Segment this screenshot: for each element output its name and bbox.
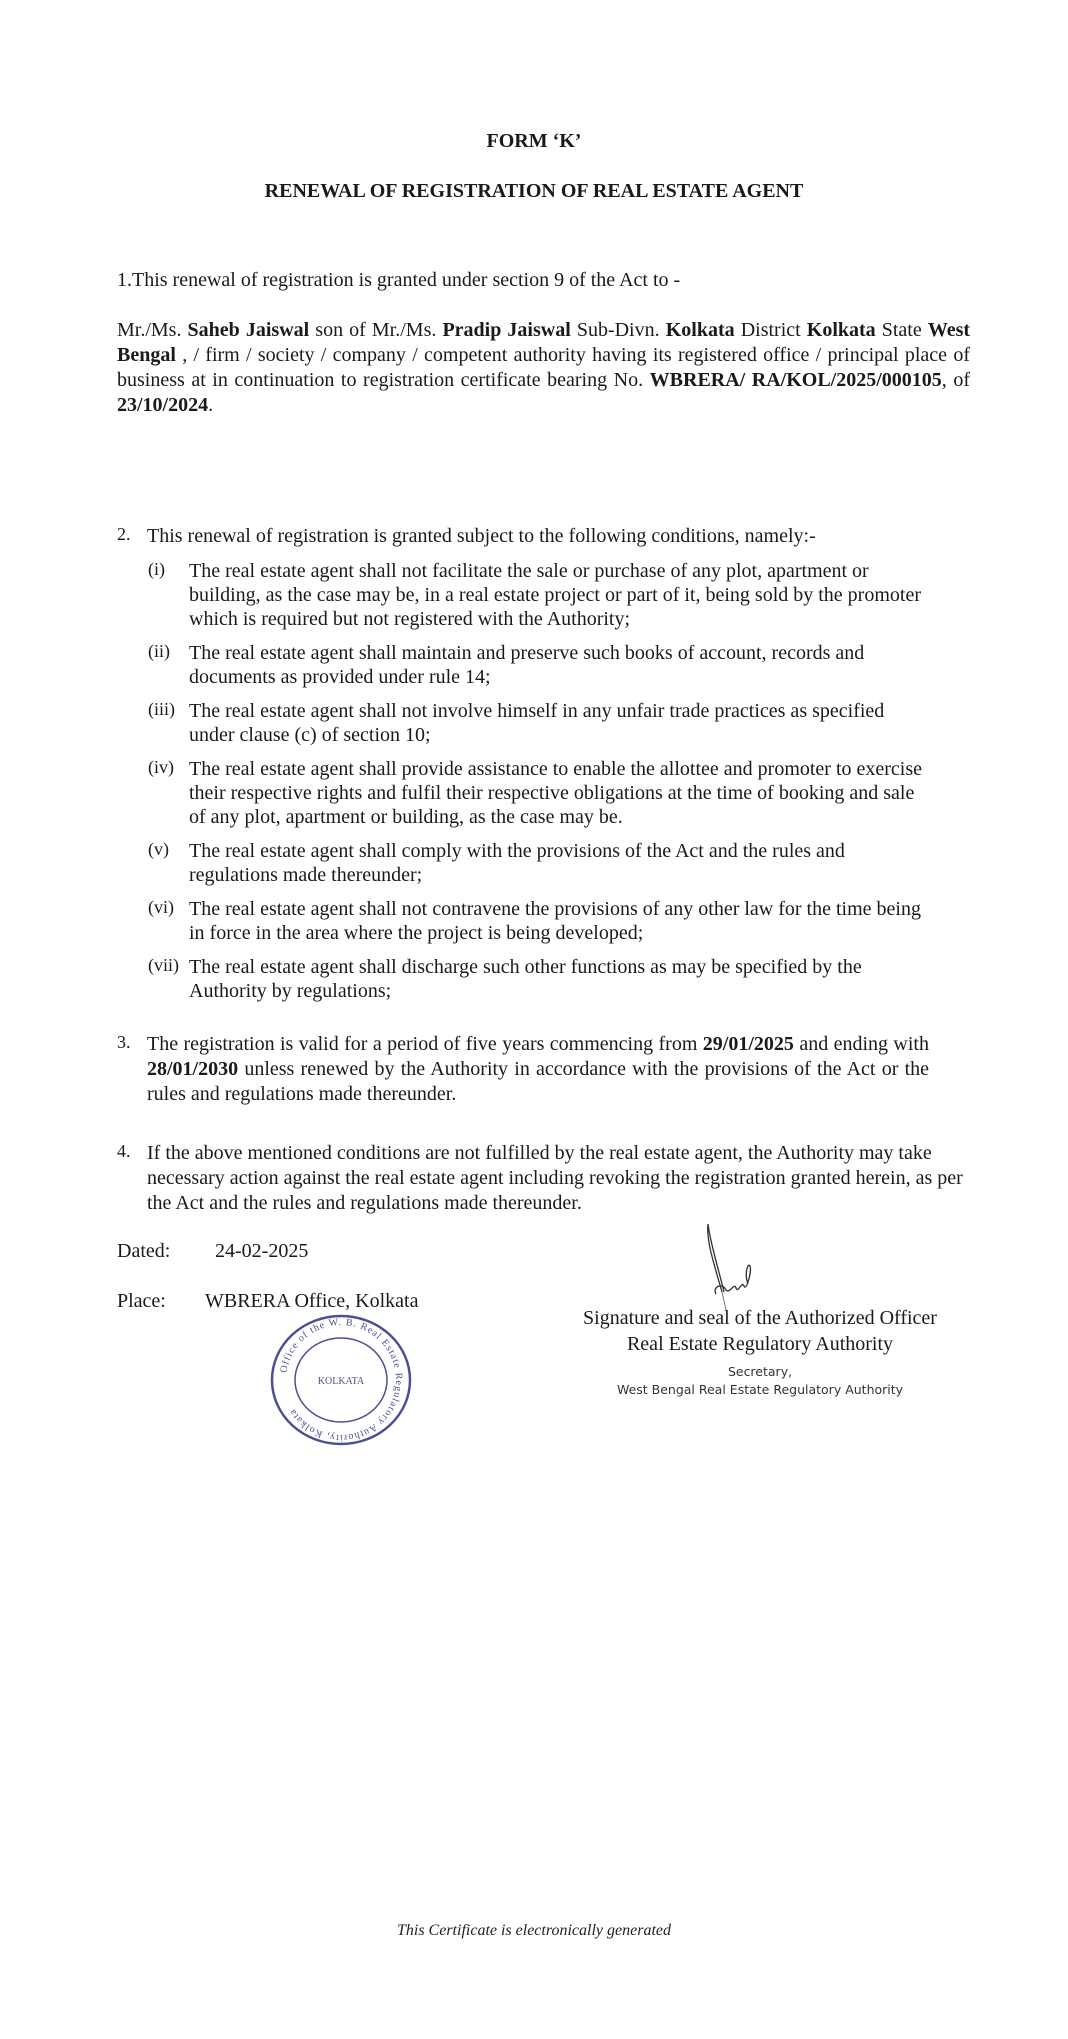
agent-name: Saheb Jaiswal [187, 319, 310, 341]
validity-text-b: and ending with [799, 1033, 929, 1055]
salutation: Mr./Ms. [117, 319, 182, 341]
condition-text: The real estate agent shall provide assistance to enable the allottee and promoter to exercise their respective rights and fulfil their respective obligations at the time of booking and sale of any plot, apartment or building, as the case may be. [189, 758, 923, 828]
signature-line-2: Real Estate Regulatory Authority [626, 1333, 894, 1355]
section-2 [117, 524, 972, 1013]
condition-number: (iii) [148, 699, 175, 719]
section-2-number: 2. [117, 524, 131, 544]
section-1-intro: 1.This renewal of registration is granted under section 9 of the Act to - [117, 269, 681, 291]
condition-number: (ii) [148, 641, 170, 661]
condition-number: (vii) [148, 955, 179, 975]
officer-designation: Secretary, [727, 1364, 793, 1379]
section-4-number: 4. [117, 1141, 131, 1161]
condition-number: (vi) [148, 897, 174, 917]
condition-number: (iv) [148, 757, 174, 777]
document-title: RENEWAL OF REGISTRATION OF REAL ESTATE AGENT [264, 180, 804, 202]
validity-text-c: unless renewed by the Authority in accordance with the provisions of the Act or the rules and regulations made thereunder. [147, 1058, 929, 1105]
district-label: District [740, 319, 801, 341]
dated-row [117, 1240, 308, 1263]
district-value: Kolkata [806, 319, 876, 341]
condition-text: The real estate agent shall not facilitate the sale or purchase of any plot, apartment or building, as the case may be, in a real estate project or part of it, being sold by the promoter which is required but not registered with the Authority; [189, 560, 921, 630]
section-3-number: 3. [117, 1032, 131, 1052]
condition-item [147, 641, 972, 689]
section-1-body [117, 318, 970, 418]
end-punct: . [208, 394, 214, 416]
dated-value: 24-02-2025 [215, 1240, 309, 1262]
condition-item [147, 699, 972, 747]
section-4 [117, 1141, 972, 1216]
subdivision-label: Sub-Divn. [576, 319, 660, 341]
condition-text: The real estate agent shall discharge such other functions as may be specified by the Authority by regulations; [189, 956, 862, 1002]
signature-block [540, 1305, 980, 1399]
place-value: WBRERA Office, Kolkata [205, 1290, 419, 1312]
officer-designation-block [540, 1363, 980, 1399]
validity-text-a: The registration is valid for a period of five years commencing from [147, 1033, 698, 1055]
official-seal-icon [268, 1313, 414, 1447]
svg-text:KOLKATA: KOLKATA [317, 1376, 365, 1387]
section-3 [117, 1032, 929, 1107]
condition-number: (i) [148, 559, 165, 579]
condition-item [147, 559, 972, 631]
condition-item [147, 757, 972, 829]
subdivision-value: Kolkata [665, 319, 735, 341]
validity-end-date: 28/01/2030 [147, 1058, 239, 1080]
of-label: , of [941, 369, 970, 391]
validity-start-date: 29/01/2025 [702, 1033, 794, 1055]
section-4-text: If the above mentioned conditions are not fulfilled by the real estate agent, the Authority may take necessary action against the real estate agent including revoking the registration granted herein, as per the Act and the rules and regulations made thereunder. [147, 1142, 963, 1214]
condition-item [147, 897, 972, 945]
signature-icon [700, 1222, 770, 1312]
form-label: FORM ‘K’ [486, 130, 582, 152]
svg-text:Office of the W. B. Real Estat: Office of the W. B. Real Estate Regulatory Authority, Kolkata [278, 1316, 405, 1444]
section-3-text [147, 1032, 929, 1107]
condition-number: (v) [148, 839, 169, 859]
state-label: State [881, 319, 922, 341]
condition-text: The real estate agent shall maintain and preserve such books of account, records and documents as provided under rule 14; [189, 642, 865, 688]
registration-date: 23/10/2024 [117, 394, 209, 416]
state-value: West Bengal [117, 319, 971, 366]
entity-text: , / firm / society / company / competent authority having its registered office / principal place of business at in continuation to registration certificate bearing No. [117, 344, 970, 391]
place-row [117, 1290, 418, 1313]
registration-number: WBRERA/ RA/KOL/2025/000105 [649, 369, 942, 391]
section-2-intro: This renewal of registration is granted subject to the following conditions, namely:- [147, 525, 816, 547]
condition-item [147, 839, 972, 887]
condition-text: The real estate agent shall not involve himself in any unfair trade practices as specified under clause (c) of section 10; [189, 700, 885, 746]
conditions-list [147, 559, 972, 1003]
condition-text: The real estate agent shall not contravene the provisions of any other law for the time being in force in the area where the project is being developed; [189, 898, 921, 944]
officer-organization: West Bengal Real Estate Regulatory Authority [616, 1382, 904, 1397]
son-of-label: son of Mr./Ms. [315, 319, 437, 341]
dated-label: Dated: [117, 1240, 171, 1262]
place-label: Place: [117, 1290, 166, 1312]
condition-text: The real estate agent shall comply with the provisions of the Act and the rules and regulations made thereunder; [189, 840, 845, 886]
condition-item [147, 955, 972, 1003]
father-name: Pradip Jaiswal [442, 319, 571, 341]
footer-note: This Certificate is electronically generated [396, 1922, 671, 1939]
signature-line-1: Signature and seal of the Authorized Officer [583, 1307, 937, 1329]
